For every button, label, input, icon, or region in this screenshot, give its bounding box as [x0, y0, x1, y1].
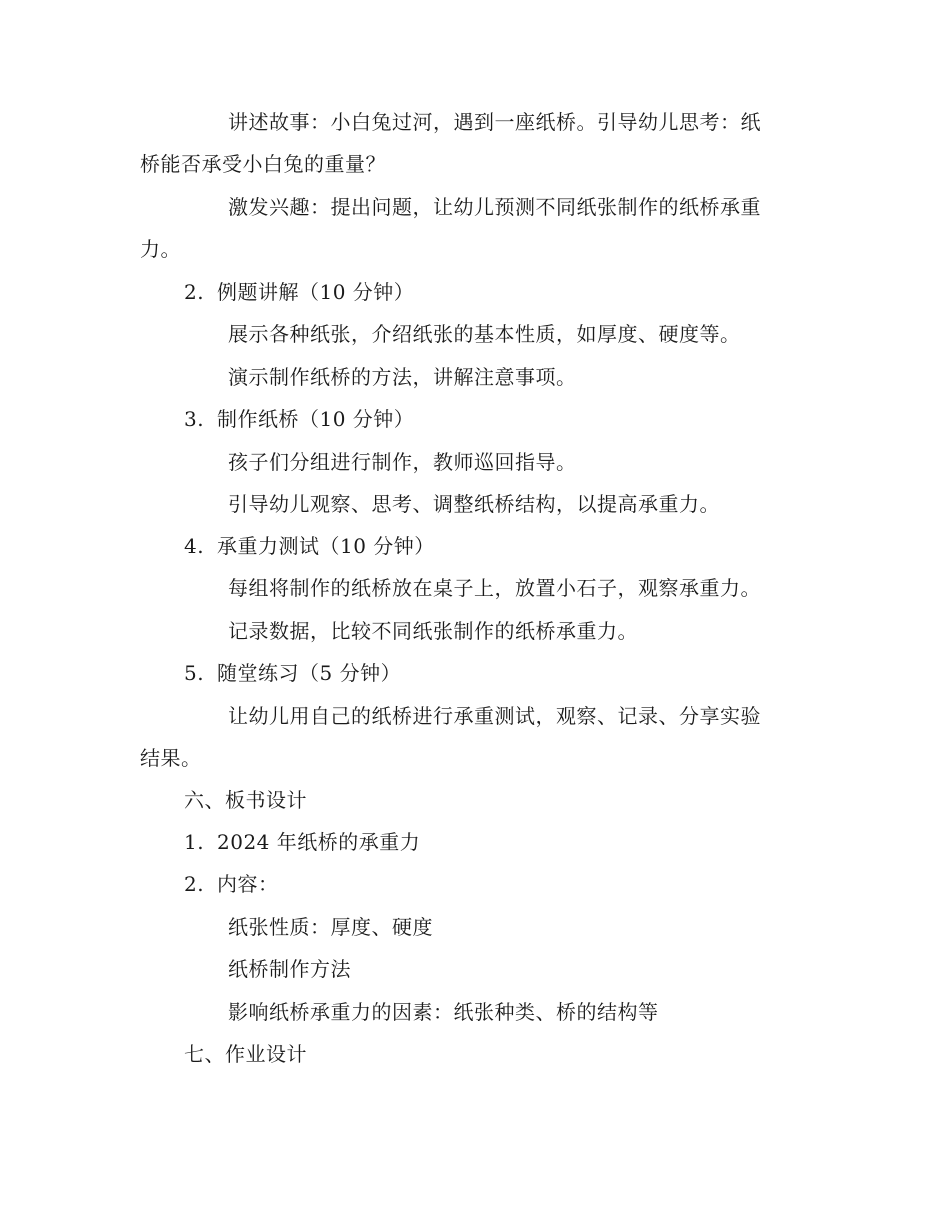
- step-4-line-1: 每组将制作的纸桥放在桌子上，放置小石子，观察承重力。: [228, 576, 761, 600]
- intro-line-3: 激发兴趣：提出问题，让幼儿预测不同纸张制作的纸桥承重: [228, 195, 761, 219]
- section-6-item-1-text: 2024 年纸桥的承重力: [217, 830, 421, 854]
- content-line-1: 纸张性质：厚度、硬度: [228, 915, 433, 939]
- section-6-item-2-text: 内容：: [217, 872, 279, 896]
- step-5-heading: [184, 661, 401, 685]
- step-3-line-1: 孩子们分组进行制作，教师巡回指导。: [228, 450, 577, 474]
- step-2-line-2: 演示制作纸桥的方法，讲解注意事项。: [228, 365, 577, 389]
- intro-line-2: 桥能否承受小白兔的重量？: [140, 152, 386, 176]
- step-5-line-2: 结果。: [140, 746, 202, 770]
- intro-line-4: 力。: [140, 237, 181, 261]
- step-3-title: 制作纸桥（10 分钟）: [217, 407, 415, 431]
- step-5-number: 5.: [184, 661, 205, 685]
- step-3-line-2: 引导幼儿观察、思考、调整纸桥结构，以提高承重力。: [228, 492, 720, 516]
- step-4-line-2: 记录数据，比较不同纸张制作的纸桥承重力。: [228, 619, 638, 643]
- step-2-number: 2.: [184, 280, 205, 304]
- section-6-item-1: [184, 830, 420, 854]
- step-5-title: 随堂练习（5 分钟）: [217, 661, 402, 685]
- step-5-line-1: 让幼儿用自己的纸桥进行承重测试，观察、记录、分享实验: [228, 704, 761, 728]
- intro-line-1: 讲述故事：小白兔过河，遇到一座纸桥。引导幼儿思考：纸: [228, 110, 761, 134]
- step-2-heading: [184, 280, 414, 304]
- step-4-title: 承重力测试（10 分钟）: [217, 534, 435, 558]
- step-4-number: 4.: [184, 534, 205, 558]
- section-6-item-1-number: 1.: [184, 830, 205, 854]
- section-7-heading: 七、作业设计: [184, 1042, 307, 1066]
- step-3-number: 3.: [184, 407, 205, 431]
- section-6-heading: 六、板书设计: [184, 788, 307, 812]
- section-6-item-2: [184, 872, 279, 896]
- content-line-2: 纸桥制作方法: [228, 957, 351, 981]
- section-6-item-2-number: 2.: [184, 872, 205, 896]
- step-4-heading: [184, 534, 435, 558]
- step-2-title: 例题讲解（10 分钟）: [217, 280, 415, 304]
- content-line-3: 影响纸桥承重力的因素：纸张种类、桥的结构等: [228, 1000, 659, 1024]
- step-2-line-1: 展示各种纸张，介绍纸张的基本性质，如厚度、硬度等。: [228, 322, 741, 346]
- step-3-heading: [184, 407, 414, 431]
